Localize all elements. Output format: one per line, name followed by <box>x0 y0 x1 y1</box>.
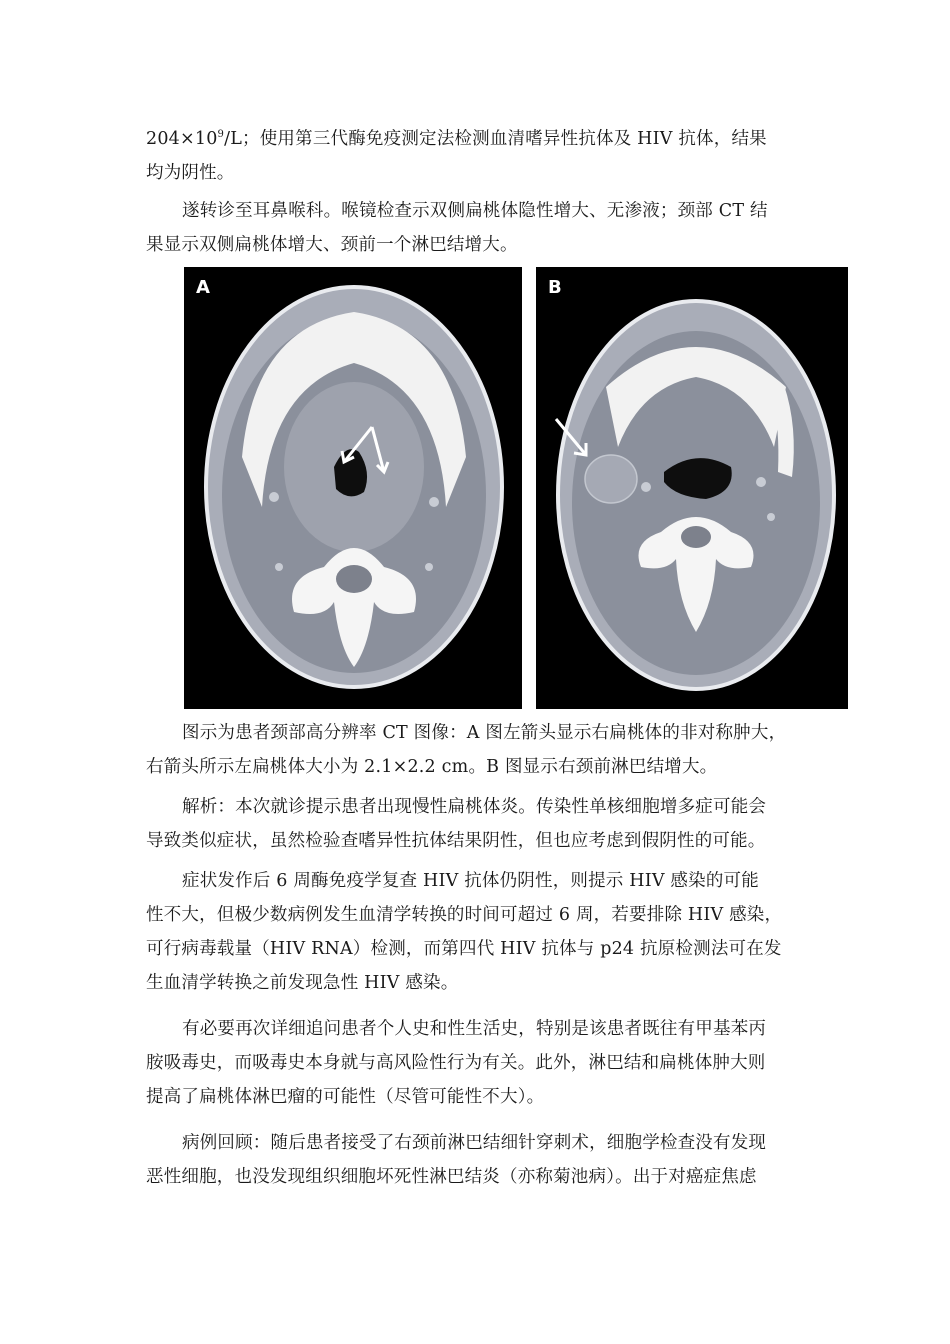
figure-caption <box>146 716 808 784</box>
paragraph-hiv-testing <box>146 864 808 1000</box>
text-line: 右箭头所示左扁桃体大小为 2.1×2.2 cm。B 图显示右颈前淋巴结增大。 <box>146 757 718 777</box>
text-line: 果显示双侧扁桃体增大、颈前一个淋巴结增大。 <box>146 235 518 255</box>
text-line: 导致类似症状，虽然检验查嗜异性抗体结果阴性，但也应考虑到假阴性的可能。 <box>146 831 766 851</box>
text-line: 性不大，但极少数病例发生血清学转换的时间可超过 6 周，若要排除 HIV 感染， <box>146 905 783 925</box>
ct-panel-b <box>536 267 848 709</box>
panel-a-label: A <box>196 277 210 298</box>
ct-scan-b-image <box>536 267 848 709</box>
superscript: 9 <box>217 129 225 140</box>
ct-scan-a-image <box>184 267 522 709</box>
text-line: 解析：本次就诊提示患者出现慢性扁桃体炎。传染性单核细胞增多症可能会 <box>182 797 767 817</box>
ct-figure <box>184 267 848 709</box>
text-line: 恶性细胞，也没发现组织细胞坏死性淋巴结炎（亦称菊池病）。出于对癌症焦虑 <box>146 1167 757 1187</box>
paragraph-referral <box>146 194 808 262</box>
text-line: 生血清学转换之前发现急性 HIV 感染。 <box>146 973 459 993</box>
paragraph-case-review <box>146 1126 808 1194</box>
text-line: 可行病毒载量（HIV RNA）检测，而第四代 HIV 抗体与 p24 抗原检测法可在发 <box>146 939 782 959</box>
text-line: $204\times 10^9/L$；使用第三代酶免疫测定法检测血清嗜异性抗体及 HIV 抗体，结果 <box>146 129 767 149</box>
text-line: 均为阴性。 <box>146 163 235 183</box>
paragraph-history <box>146 1012 808 1114</box>
text-line: 提高了扁桃体淋巴瘤的可能性（尽管可能性不大）。 <box>146 1087 545 1107</box>
text-line: 病例回顾：随后患者接受了右颈前淋巴结细针穿刺术，细胞学检查没有发现 <box>182 1133 767 1153</box>
ct-panel-a <box>184 267 522 709</box>
text-line: 胺吸毒史，而吸毒史本身就与高风险性行为有关。此外，淋巴结和扁桃体肿大则 <box>146 1053 766 1073</box>
text-line: 遂转诊至耳鼻喉科。喉镜检查示双侧扁桃体隐性增大、无渗液；颈部 CT 结 <box>182 201 768 221</box>
paragraph-lab-results <box>146 118 808 190</box>
text-line: 症状发作后 6 周酶免疫学复查 HIV 抗体仍阴性，则提示 HIV 感染的可能 <box>182 871 759 891</box>
paragraph-analysis <box>146 790 808 858</box>
panel-b-label: B <box>548 277 562 298</box>
text-line: 有必要再次详细追问患者个人史和性生活史，特别是该患者既往有甲基苯丙 <box>182 1019 767 1039</box>
text-line: 图示为患者颈部高分辨率 CT 图像：A 图左箭头显示右扁桃体的非对称肿大， <box>182 723 787 743</box>
